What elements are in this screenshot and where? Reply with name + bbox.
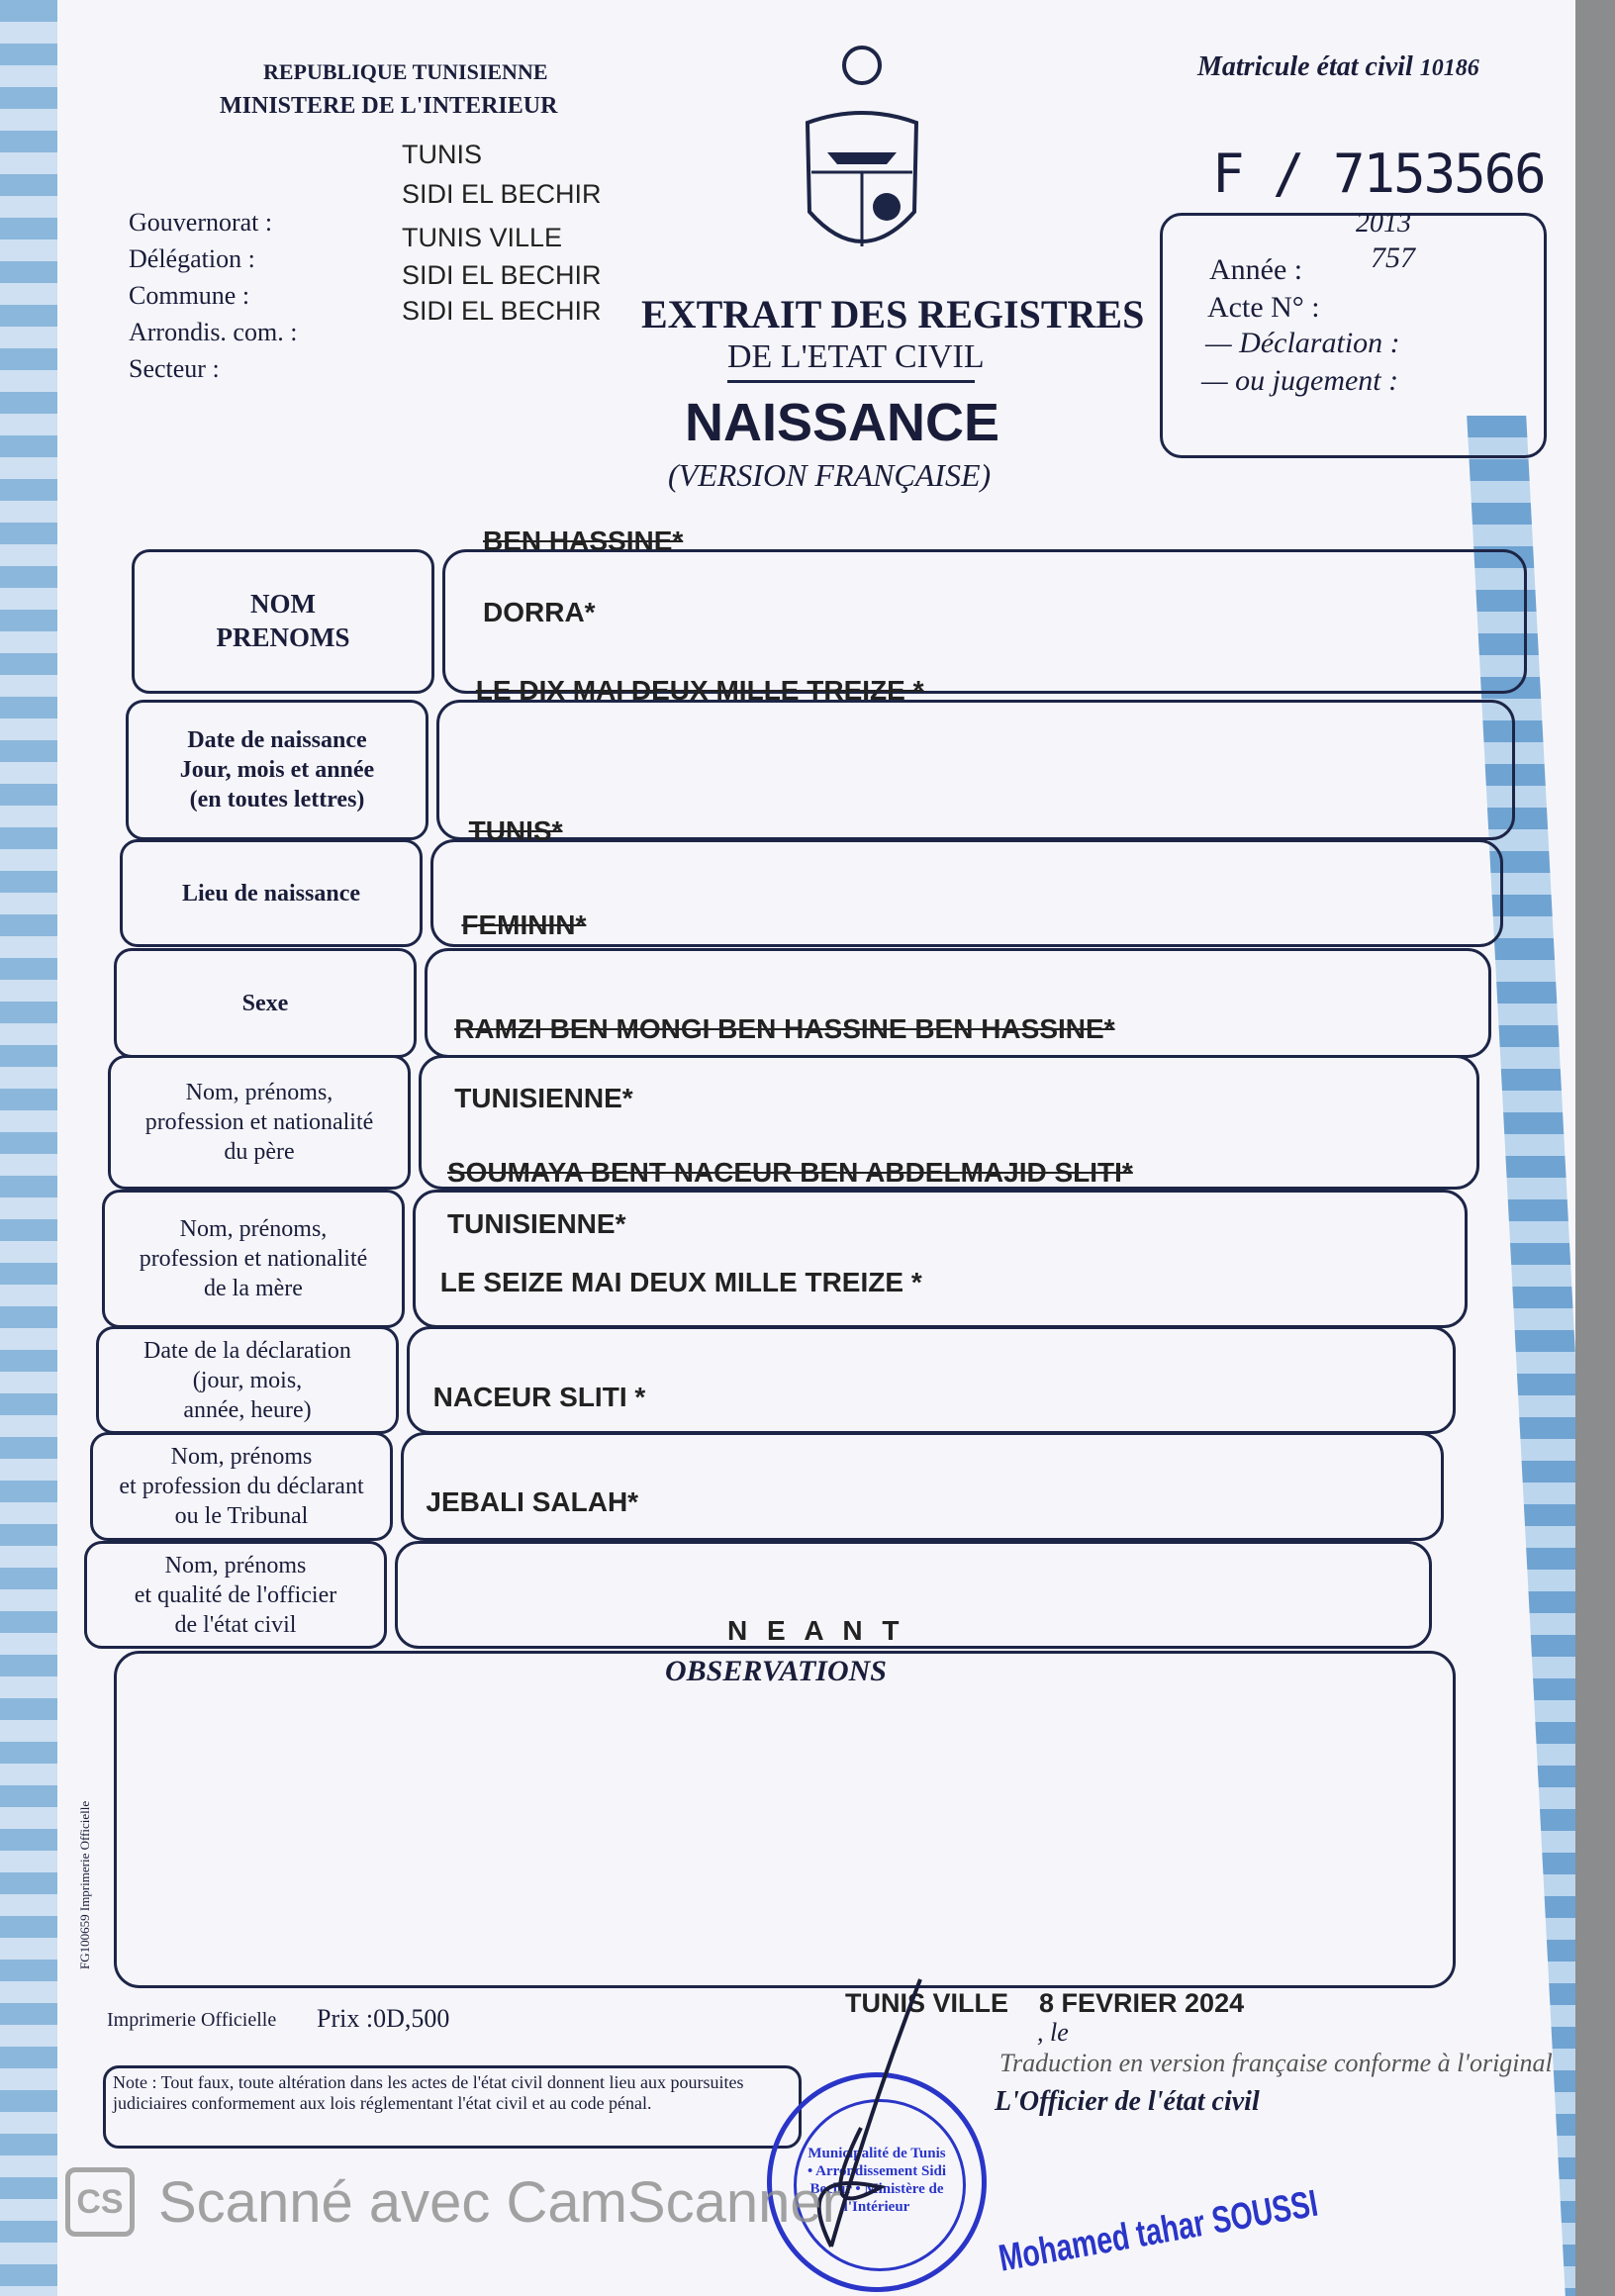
security-border-left <box>0 0 57 2296</box>
row-value: NACEUR SLITI * <box>432 1382 646 1412</box>
title-line2: DE L'ETAT CIVIL <box>727 338 985 375</box>
row-label <box>102 1190 405 1328</box>
annee-label: Année : <box>1209 253 1303 286</box>
row-label <box>132 549 434 694</box>
officer-label: L'Officier de l'état civil <box>995 2086 1260 2117</box>
row-value: LE DIX MAI DEUX MILLE TREIZE * <box>475 675 924 706</box>
observations-box <box>114 1651 1456 1988</box>
admin-label: Secteur : <box>129 354 220 383</box>
printer-code: FG100659 Imprimerie Officielle <box>77 1800 92 1969</box>
row-value: LE SEIZE MAI DEUX MILLE TREIZE * <box>439 1267 922 1297</box>
row-label <box>84 1541 387 1649</box>
stamp-text: Municipalité de Tunis • Arrondissement Sidi Bechir • Ministère de l'Intérieur <box>808 2146 946 2215</box>
admin-value: SIDI EL BECHIR <box>402 179 602 209</box>
row-label-text: Nom, prénoms, profession et nationalité de la mère <box>139 1216 368 1301</box>
admin-label: Gouvernorat : <box>129 208 273 237</box>
acte-no-label: Acte N° : <box>1207 291 1320 324</box>
note-text: Note : Tout faux, toute altération dans les actes de l'état civil donnent lieu aux poursuites judiciaires conformement aux lois réglementant l'état civil et au code pénal. <box>113 2072 744 2113</box>
version-label: (VERSION FRANÇAISE) <box>668 457 992 493</box>
row-label <box>90 1432 393 1541</box>
admin-value: SIDI EL BECHIR <box>402 260 602 290</box>
row-value-box <box>430 839 1503 947</box>
observations-label: OBSERVATIONS <box>665 1655 887 1687</box>
row-label-text: Date de la déclaration (jour, mois, année, heure) <box>143 1337 351 1423</box>
observations-value: N E A N T <box>727 1615 905 1646</box>
tunisia-emblem-icon <box>798 44 926 266</box>
acte-number-value: 757 <box>1371 241 1415 274</box>
row-label <box>126 700 428 840</box>
row-label-text: Lieu de naissance <box>181 880 361 907</box>
ministry-label: MINISTERE DE L'INTERIEUR <box>220 93 558 119</box>
admin-value: SIDI EL BECHIR <box>402 296 602 326</box>
row-value: RAMZI BEN MONGI BEN HASSINE BEN HASSINE* <box>454 1013 1115 1044</box>
admin-value: TUNIS <box>402 140 482 169</box>
admin-label: Délégation : <box>129 244 255 273</box>
row-label-text: Date de naissance Jour, mois et année (en toutes lettres) <box>179 727 375 813</box>
matricule-value: 10186 <box>1419 55 1479 81</box>
matricule-label: Matricule état civil <box>1197 51 1413 82</box>
row-label-text: Nom, prénoms et qualité de l'officier de l'état civil <box>134 1552 337 1638</box>
jugement-label: — ou jugement : <box>1201 364 1399 397</box>
acte-year-value: 2013 <box>1356 208 1411 239</box>
printer-label: Imprimerie Officielle <box>107 2009 277 2031</box>
row-value: SOUMAYA BENT NACEUR BEN ABDELMAJID SLITI* <box>447 1157 1133 1188</box>
row-label <box>96 1326 399 1434</box>
row-label <box>108 1055 411 1190</box>
le-label: , le <box>1037 2018 1069 2047</box>
price-label: Prix :0D,500 <box>317 2004 450 2033</box>
row-value-box <box>395 1541 1432 1649</box>
certify-text: Traduction en version française conforme à l'original <box>999 2049 1553 2077</box>
row-label-text: Nom, prénoms, profession et nationalité du père <box>144 1080 374 1165</box>
row-label <box>120 839 423 947</box>
admin-value: TUNIS VILLE <box>402 223 563 252</box>
serial-number: F / 7153566 <box>1212 143 1545 205</box>
title-line1: EXTRAIT DES REGISTRES <box>641 292 1145 336</box>
row-label-text: Sexe <box>241 990 289 1016</box>
row-value: TUNISIENNE* <box>454 1083 633 1113</box>
camscanner-logo-icon: CS <box>65 2167 135 2237</box>
row-label <box>114 948 417 1058</box>
row-value: TUNIS* <box>468 815 563 846</box>
date-value: 8 FEVRIER 2024 <box>1039 1988 1245 2018</box>
row-value-box <box>442 549 1527 694</box>
camscanner-watermark: Scanné avec CamScanner <box>158 2170 841 2235</box>
row-value: FEMININ* <box>461 909 587 940</box>
row-value-box <box>436 700 1515 840</box>
row-value: DORRA* <box>483 597 596 627</box>
row-value: TUNISIENNE* <box>447 1208 626 1239</box>
row-value: JEBALI SALAH* <box>426 1486 639 1517</box>
declaration-label: — Déclaration : <box>1205 327 1400 359</box>
naissance-title: NAISSANCE <box>685 393 1000 452</box>
admin-label: Arrondis. com. : <box>129 318 298 346</box>
row-value: BEN HASSINE* <box>483 526 684 556</box>
background-edge <box>1575 0 1615 2296</box>
row-label-text: NOM PRENOMS <box>216 589 350 652</box>
title-divider <box>727 380 975 383</box>
place-value: TUNIS VILLE <box>845 1988 1009 2018</box>
officer-name: Mohamed tahar SOUSSI <box>996 2182 1321 2280</box>
row-value-box <box>407 1326 1456 1434</box>
republic-label: REPUBLIQUE TUNISIENNE <box>263 59 548 84</box>
row-label-text: Nom, prénoms et profession du déclarant ou le Tribunal <box>119 1444 364 1529</box>
admin-label: Commune : <box>129 281 250 310</box>
